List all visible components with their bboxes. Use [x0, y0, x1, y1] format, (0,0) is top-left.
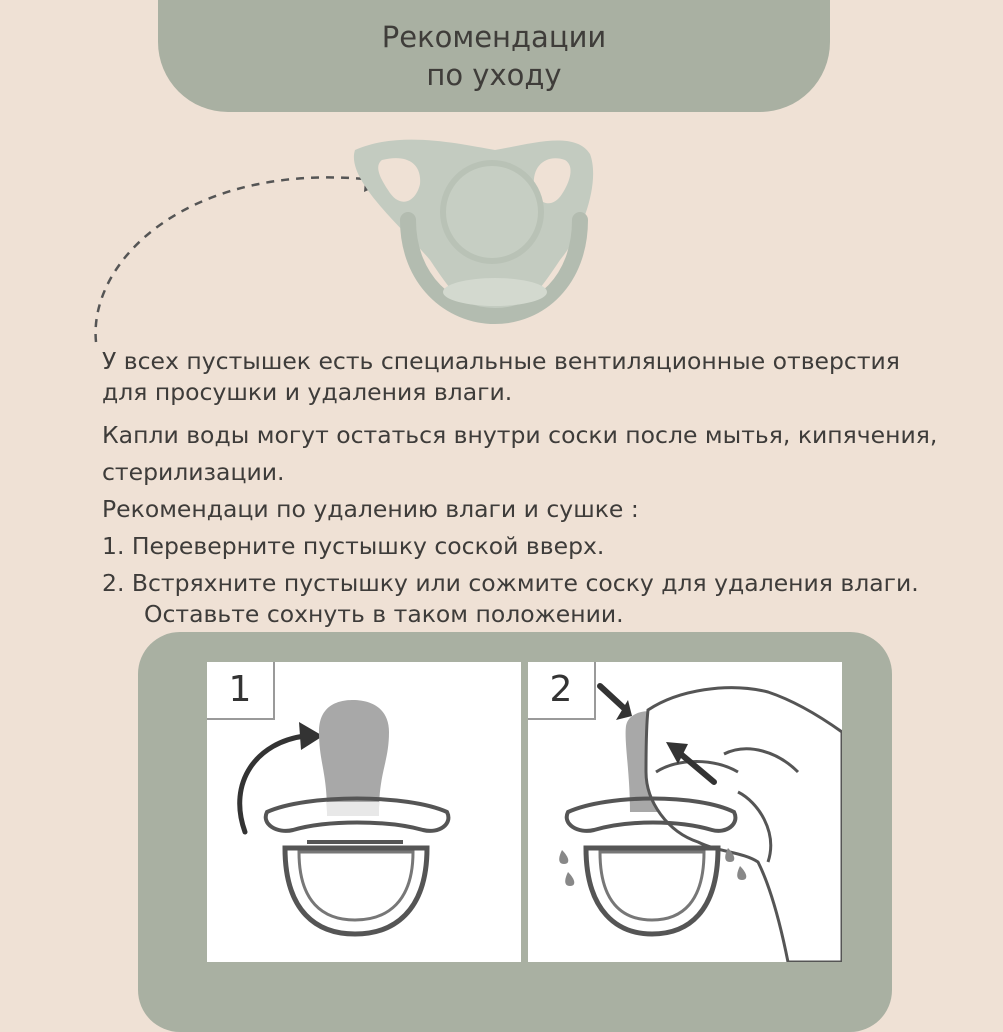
- step1-number: 1: [207, 662, 275, 720]
- para-recommend: Рекомендаци по удалению влаги и сушке :: [102, 495, 639, 523]
- header-banner: [158, 0, 830, 112]
- header-title-line1: Рекомендации: [381, 20, 607, 54]
- para-vents-line2: для просушки и удаления влаги.: [102, 378, 513, 406]
- para-drops-line2: стерилизации.: [102, 458, 285, 486]
- para-drops-line1: Капли воды могут остаться внутри соски после мытья, кипячения,: [102, 421, 938, 449]
- dashed-arrow: [96, 177, 375, 342]
- step1-text: 1. Переверните пустышку соской вверх.: [102, 532, 605, 560]
- para-vents-line1: У всех пустышек есть специальные вентиляционные отверстия: [102, 347, 900, 375]
- pacifier-illustration: [70, 120, 630, 370]
- care-instructions: [102, 346, 982, 630]
- step2-text-line2: Оставьте сохнуть в таком положении.: [144, 600, 624, 628]
- header-title-line2: по уходу: [426, 58, 562, 92]
- step2-number: 2: [528, 662, 596, 720]
- step1-card: [207, 662, 521, 962]
- step2-card: [528, 662, 842, 962]
- step2-text-line1: 2. Встряхните пустышку или сожмите соску для удаления влаги.: [102, 569, 919, 597]
